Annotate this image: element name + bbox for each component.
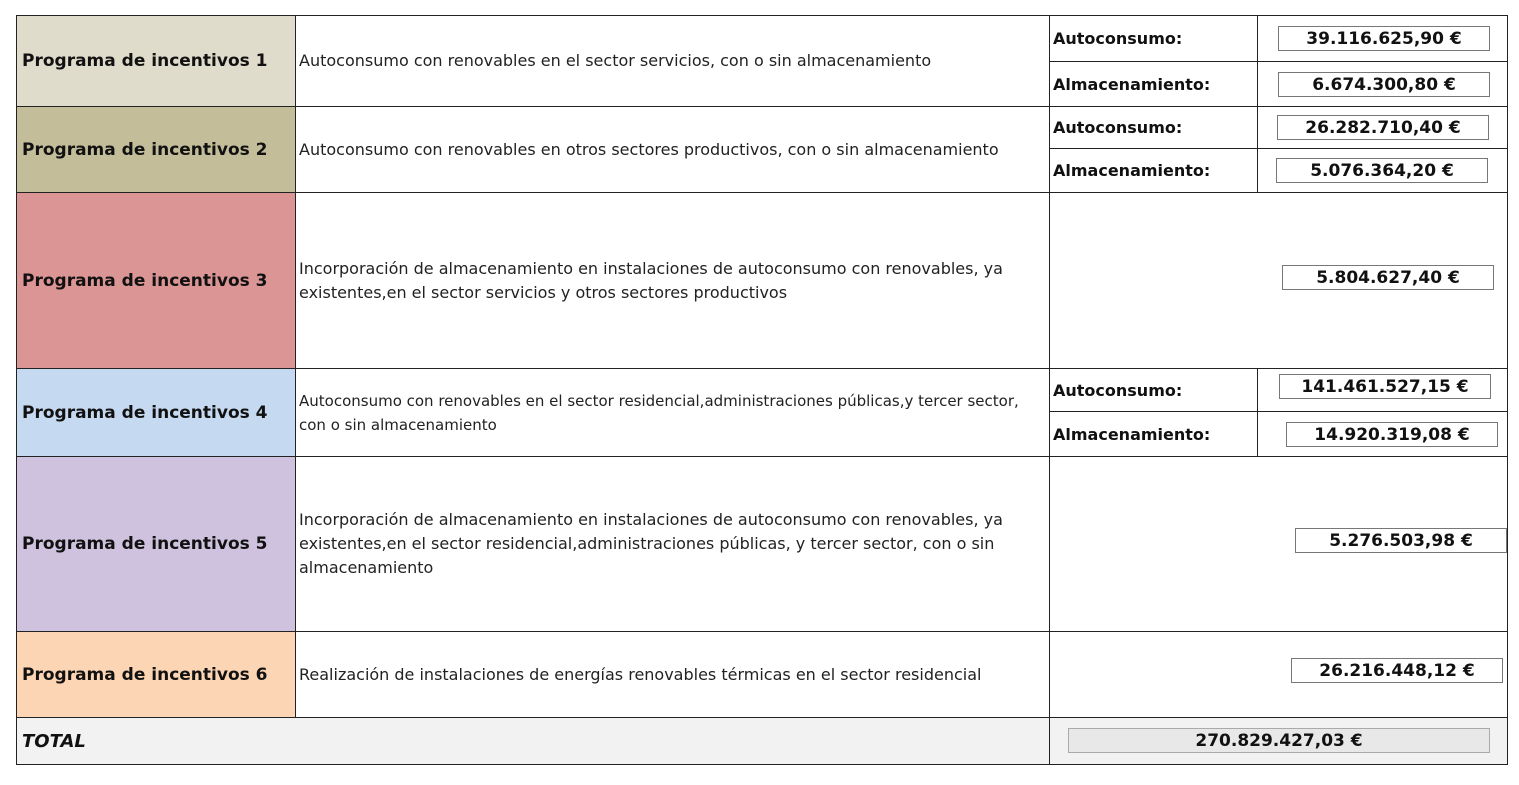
table-row [17,632,1507,718]
total-row [17,718,1507,764]
almacenamiento-subrow [1050,412,1507,456]
program-amounts [1050,193,1507,368]
almacenamiento-subrow [1050,149,1507,192]
table-row [17,457,1507,632]
program-amounts [1050,632,1507,717]
program-description: Autoconsumo con renovables en el sector servicios, con o sin almacenamiento [296,16,1050,106]
program-description: Autoconsumo con renovables en otros sectores productivos, con o sin almacenamiento [296,107,1050,192]
almacenamiento-label: Almacenamiento: [1050,149,1258,192]
table-row [17,369,1507,457]
program-description: Realización de instalaciones de energías renovables térmicas en el sector residencial [296,632,1050,717]
incentives-table [16,15,1508,765]
program-amounts [1050,107,1507,192]
almacenamiento-subrow [1050,62,1507,106]
autoconsumo-label: Autoconsumo: [1050,107,1258,148]
almacenamiento-label: Almacenamiento: [1050,412,1258,456]
autoconsumo-amount: 26.282.710,40 € [1277,115,1489,140]
program-name: Programa de incentivos 5 [17,457,296,631]
table-row [17,193,1507,369]
program-description: Autoconsumo con renovables en el sector residencial,administraciones públicas,y tercer sector, con o sin almacenamiento [296,369,1050,456]
almacenamiento-amount: 6.674.300,80 € [1278,72,1490,97]
total-amount: 270.829.427,03 € [1068,728,1490,753]
program-name: Programa de incentivos 1 [17,16,296,106]
autoconsumo-subrow [1050,16,1507,62]
autoconsumo-subrow [1050,107,1507,149]
program-amount: 5.804.627,40 € [1282,265,1494,290]
table-row [17,16,1507,107]
program-amounts [1050,369,1507,456]
total-amount-cell [1050,718,1507,764]
program-name: Programa de incentivos 2 [17,107,296,192]
total-label: TOTAL [17,718,1050,764]
program-name: Programa de incentivos 3 [17,193,296,368]
almacenamiento-amount: 14.920.319,08 € [1286,422,1498,447]
almacenamiento-label: Almacenamiento: [1050,62,1258,106]
program-amount: 5.276.503,98 € [1295,528,1507,553]
autoconsumo-amount: 39.116.625,90 € [1278,26,1490,51]
autoconsumo-label: Autoconsumo: [1050,369,1258,411]
program-description: Incorporación de almacenamiento en instalaciones de autoconsumo con renovables, ya existentes,en el sector residencial,administraciones públicas, y tercer sector, con o sin almacenamiento [296,457,1050,631]
program-amount: 26.216.448,12 € [1291,658,1503,683]
program-amounts [1050,16,1507,106]
almacenamiento-amount: 5.076.364,20 € [1276,158,1488,183]
program-description: Incorporación de almacenamiento en instalaciones de autoconsumo con renovables, ya existentes,en el sector servicios y otros sectores productivos [296,193,1050,368]
table-row [17,107,1507,193]
program-name: Programa de incentivos 4 [17,369,296,456]
autoconsumo-label: Autoconsumo: [1050,16,1258,61]
program-amounts [1050,457,1507,631]
autoconsumo-subrow [1050,369,1507,412]
autoconsumo-amount: 141.461.527,15 € [1279,374,1491,399]
program-name: Programa de incentivos 6 [17,632,296,717]
